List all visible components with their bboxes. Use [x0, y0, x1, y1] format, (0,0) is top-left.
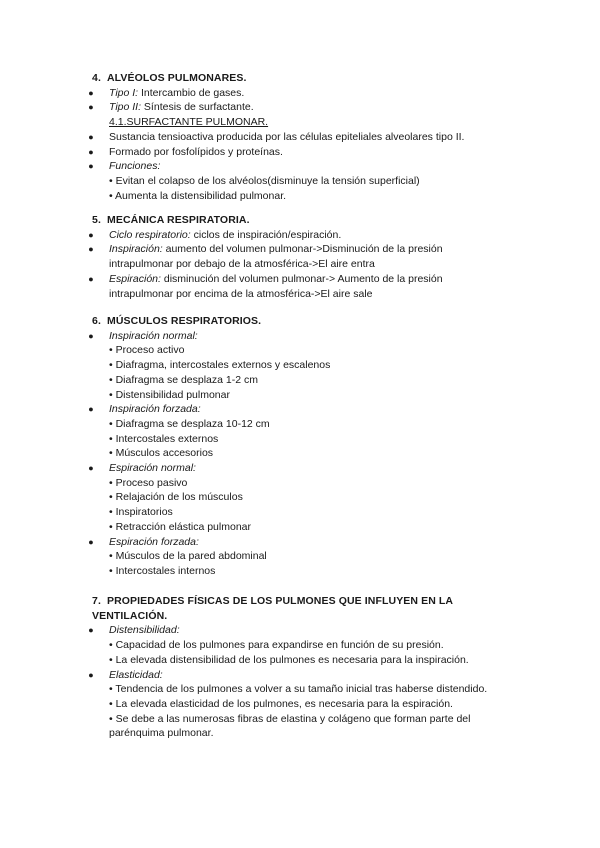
list-item	[109, 228, 341, 242]
sub-item-text: • Retracción elástica pulmonar	[109, 520, 251, 533]
list-item	[109, 668, 163, 682]
list-item	[109, 100, 254, 114]
list-item	[109, 130, 464, 144]
bullet-marker: ●	[88, 229, 94, 240]
section-number: 4.	[92, 72, 101, 84]
bullet-marker: ●	[88, 536, 94, 547]
sub-item-text: • Diafragma, intercostales externos y escalenos	[109, 359, 331, 372]
sub-item	[109, 189, 286, 203]
item-label: Tipo I:	[109, 86, 139, 99]
sub-item-text: • Capacidad de los pulmones para expandirse en función de su presión.	[109, 639, 444, 652]
bullet-marker: ●	[88, 87, 94, 98]
section-number: 6.	[92, 315, 101, 327]
sub-item-text: • Intercostales internos	[109, 564, 216, 577]
sub-item-text: • La elevada distensibilidad de los pulmones es necesaria para la inspiración.	[109, 653, 469, 666]
bullet-marker: ●	[88, 146, 94, 157]
section-title-continued: VENTILACIÓN.	[92, 609, 168, 622]
item-text: aumento del volumen pulmonar->Disminución de la presión	[162, 243, 443, 256]
bullet-marker: ●	[88, 330, 94, 341]
sub-item-text: • Tendencia de los pulmones a volver a su tamaño inicial tras haberse distendido.	[109, 683, 488, 696]
sub-item	[109, 549, 267, 563]
section-title: ALVÉOLOS PULMONARES.	[107, 72, 247, 84]
item-label: Elasticidad:	[109, 668, 163, 681]
sub-item-text: • Distensibilidad pulmonar	[109, 388, 230, 401]
list-item	[109, 623, 180, 637]
item-text: disminución del volumen pulmonar-> Aumento de la presión	[160, 272, 443, 285]
sub-item	[109, 505, 173, 519]
sub-item	[109, 417, 270, 431]
sub-item	[109, 638, 444, 652]
bullet-marker: ●	[88, 131, 94, 142]
sub-item	[109, 726, 213, 740]
sub-item-text: • Aumenta la distensibilidad pulmonar.	[109, 189, 287, 202]
sub-item-text: • Intercostales externos	[109, 432, 219, 445]
list-item	[109, 159, 160, 173]
sub-item	[109, 564, 215, 578]
sub-item-text: • Diafragma se desplaza 1-2 cm	[109, 373, 258, 386]
item-label: Inspiración forzada:	[109, 403, 201, 416]
sub-item-text: • Proceso pasivo	[109, 476, 188, 489]
list-item	[109, 145, 283, 159]
item-text: ciclos de inspiración/espiración.	[190, 228, 342, 241]
bullet-marker: ●	[88, 669, 94, 680]
bullet-marker: ●	[88, 273, 94, 284]
item-label: Inspiración:	[109, 243, 163, 256]
sub-item	[109, 476, 187, 490]
sub-item	[109, 712, 470, 726]
item-label: Tipo II:	[109, 101, 142, 114]
sub-item-text: • Evitan el colapso de los alvéolos(disminuye la tensión superficial)	[109, 174, 420, 187]
sub-item	[109, 388, 230, 402]
sub-item-text: • Se debe a las numerosas fibras de elastina y colágeno que forman parte del	[109, 712, 471, 725]
sub-item-text: • Relajación de los músculos	[109, 491, 243, 504]
list-item	[109, 329, 198, 343]
section-title: MÚSCULOS RESPIRATORIOS.	[107, 315, 262, 327]
item-text: Formado por fosfolípidos y proteínas.	[109, 145, 283, 158]
sub-item-text: • Músculos accesorios	[109, 447, 214, 460]
sub-item	[109, 446, 213, 460]
bullet-marker: ●	[88, 404, 94, 415]
sub-item-text: parénquima pulmonar.	[109, 727, 214, 740]
item-label: Inspiración normal:	[109, 329, 198, 342]
item-text: Síntesis de surfactante.	[141, 101, 254, 114]
item-text: Intercambio de gases.	[138, 86, 245, 99]
bullet-marker: ●	[88, 102, 94, 113]
subsection-title: 4.1.SURFACTANTE PULMONAR.	[109, 116, 269, 129]
bullet-marker: ●	[88, 161, 94, 172]
sub-item	[109, 373, 258, 387]
list-item	[109, 402, 201, 416]
section-heading	[92, 594, 453, 608]
item-text: Sustancia tensioactiva producida por las células epiteliales alveolares tipo II.	[109, 130, 465, 143]
section-heading	[92, 213, 250, 227]
sub-item	[109, 343, 184, 357]
section-number: 5.	[92, 214, 101, 226]
sub-item-text: • La elevada elasticidad de los pulmones, es necesaria para la espiración.	[109, 697, 453, 710]
section-title: MECÁNICA RESPIRATORIA.	[107, 214, 250, 226]
list-item-continued	[109, 287, 373, 301]
sub-item	[109, 697, 453, 711]
list-item-continued	[109, 257, 375, 271]
item-label: Ciclo respiratorio:	[109, 228, 191, 241]
sub-item-text: • Músculos de la pared abdominal	[109, 550, 267, 563]
item-label: Espiración:	[109, 272, 161, 285]
list-item	[109, 535, 199, 549]
section-heading-continued	[92, 609, 167, 623]
sub-item	[109, 520, 251, 534]
sub-item-text: • Inspiratorios	[109, 506, 173, 519]
item-label: Espiración forzada:	[109, 535, 199, 548]
section-heading	[92, 71, 246, 85]
section-title: PROPIEDADES FÍSICAS DE LOS PULMONES QUE INFLUYEN EN LA	[107, 595, 454, 607]
list-item	[109, 461, 196, 475]
section-heading	[92, 314, 261, 328]
sub-item	[109, 653, 469, 667]
sub-item	[109, 490, 243, 504]
subsection-heading	[109, 115, 268, 129]
sub-item-text: • Proceso activo	[109, 344, 185, 357]
bullet-marker: ●	[88, 625, 94, 636]
bullet-marker: ●	[88, 463, 94, 473]
list-item	[109, 86, 244, 100]
sub-item	[109, 432, 218, 446]
item-label: Funciones:	[109, 160, 161, 173]
sub-item	[109, 682, 487, 696]
item-text-continued: intrapulmonar por encima de la atmosférica->El aire sale	[109, 287, 373, 300]
item-text-continued: intrapulmonar por debajo de la atmosférica->El aire entra	[109, 258, 375, 271]
item-label: Distensibilidad:	[109, 624, 180, 637]
sub-item	[109, 358, 330, 372]
list-item	[109, 242, 443, 256]
list-item	[109, 272, 443, 286]
item-label: Espiración normal:	[109, 462, 196, 474]
sub-item-text: • Diafragma se desplaza 10-12 cm	[109, 417, 270, 430]
section-number: 7.	[92, 595, 101, 607]
bullet-marker: ●	[88, 244, 94, 255]
sub-item	[109, 174, 420, 188]
